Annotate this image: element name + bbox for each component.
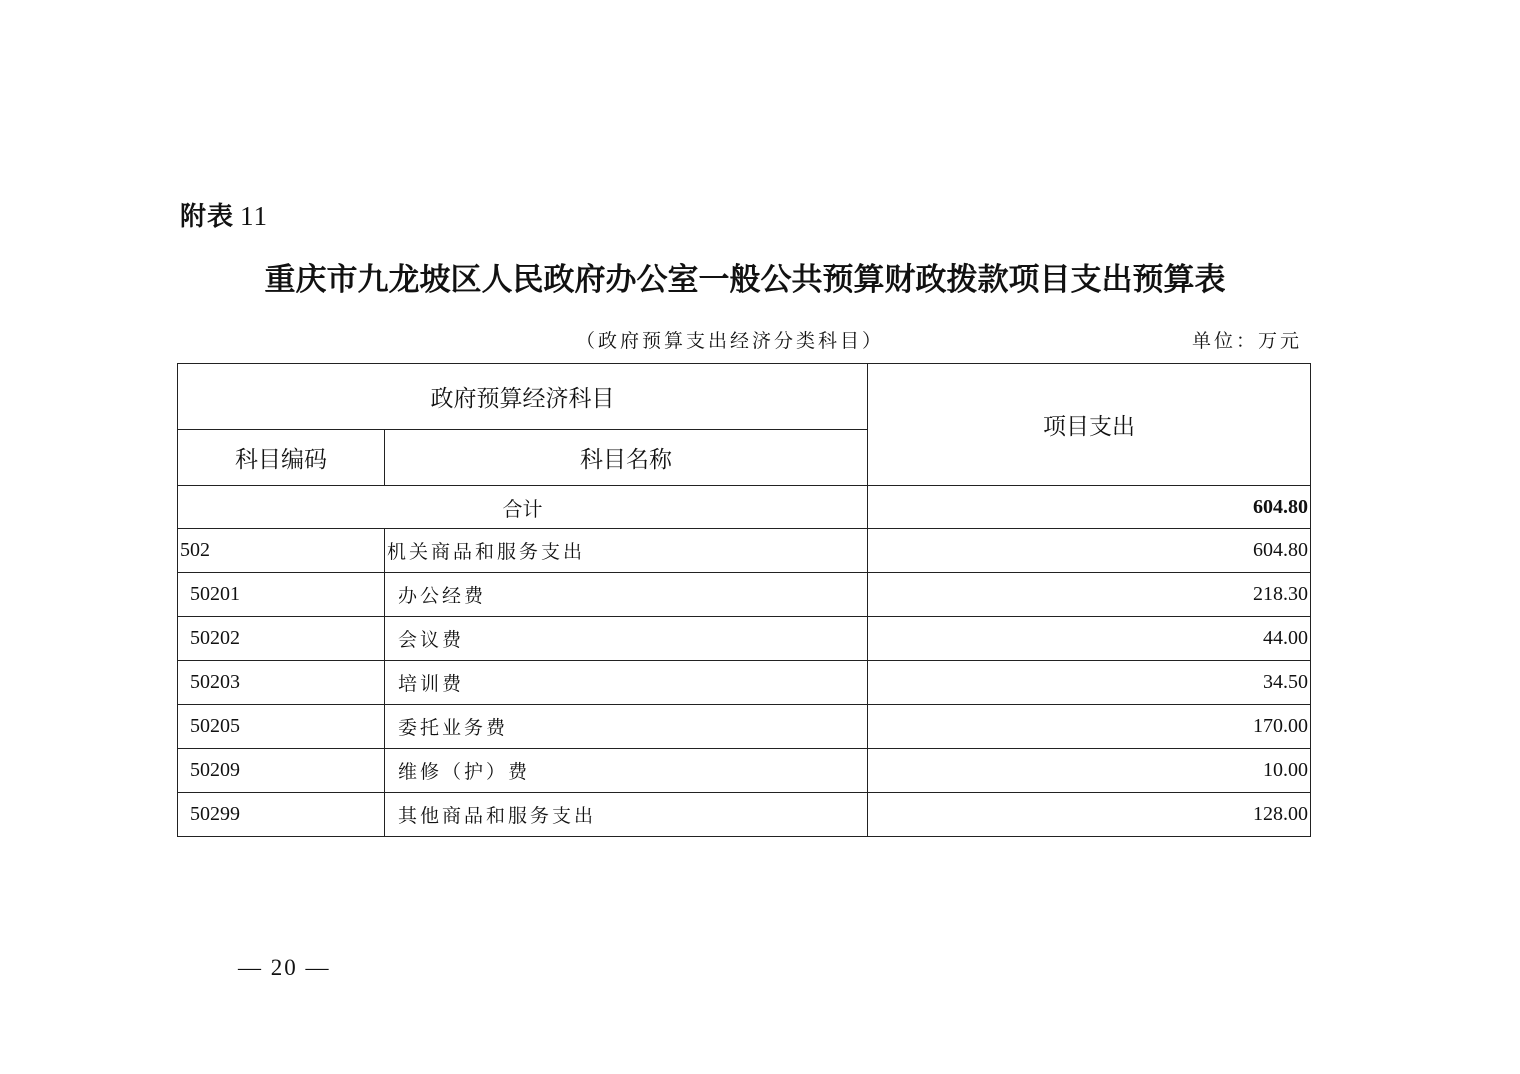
table-row bbox=[178, 793, 1311, 837]
table-row bbox=[178, 661, 1311, 705]
page-number: — 20 — bbox=[238, 955, 331, 980]
budget-table bbox=[177, 363, 1311, 837]
row-name: 其他商品和服务支出 bbox=[385, 793, 868, 837]
name-column-header: 科目名称 bbox=[385, 430, 868, 486]
row-name: 机关商品和服务支出 bbox=[385, 529, 868, 573]
row-name: 委托业务费 bbox=[385, 705, 868, 749]
row-code: 50209 bbox=[178, 749, 385, 793]
group-header: 政府预算经济科目 bbox=[178, 364, 868, 430]
row-code: 50205 bbox=[178, 705, 385, 749]
row-amount: 34.50 bbox=[868, 661, 1311, 705]
document-title: 重庆市九龙坡区人民政府办公室一般公共预算财政拨款项目支出预算表 bbox=[264, 262, 1226, 298]
row-name: 维修（护）费 bbox=[385, 749, 868, 793]
row-name: 会议费 bbox=[385, 617, 868, 661]
total-label: 合计 bbox=[178, 486, 868, 529]
total-value: 604.80 bbox=[868, 486, 1311, 529]
table-row bbox=[178, 617, 1311, 661]
row-name: 办公经费 bbox=[385, 573, 868, 617]
row-amount: 604.80 bbox=[868, 529, 1311, 573]
table-row bbox=[178, 573, 1311, 617]
row-code: 50201 bbox=[178, 573, 385, 617]
row-amount: 128.00 bbox=[868, 793, 1311, 837]
unit-label: 单位：万元 bbox=[1191, 330, 1302, 352]
row-code: 50203 bbox=[178, 661, 385, 705]
amount-column-header: 项目支出 bbox=[868, 364, 1311, 486]
row-name: 培训费 bbox=[385, 661, 868, 705]
row-amount: 10.00 bbox=[868, 749, 1311, 793]
table-row bbox=[178, 529, 1311, 573]
table-subtitle: （政府预算支出经济分类科目） bbox=[575, 330, 884, 352]
row-amount: 218.30 bbox=[868, 573, 1311, 617]
row-code: 50299 bbox=[178, 793, 385, 837]
code-column-header: 科目编码 bbox=[178, 430, 385, 486]
attachment-label bbox=[180, 196, 268, 233]
row-code: 502 bbox=[178, 529, 385, 573]
row-amount: 44.00 bbox=[868, 617, 1311, 661]
attachment-prefix: 附表 bbox=[180, 202, 235, 232]
attachment-number: 11 bbox=[240, 201, 269, 231]
row-code: 50202 bbox=[178, 617, 385, 661]
table-row bbox=[178, 749, 1311, 793]
row-amount: 170.00 bbox=[868, 705, 1311, 749]
table-row bbox=[178, 705, 1311, 749]
total-row bbox=[178, 486, 1311, 529]
